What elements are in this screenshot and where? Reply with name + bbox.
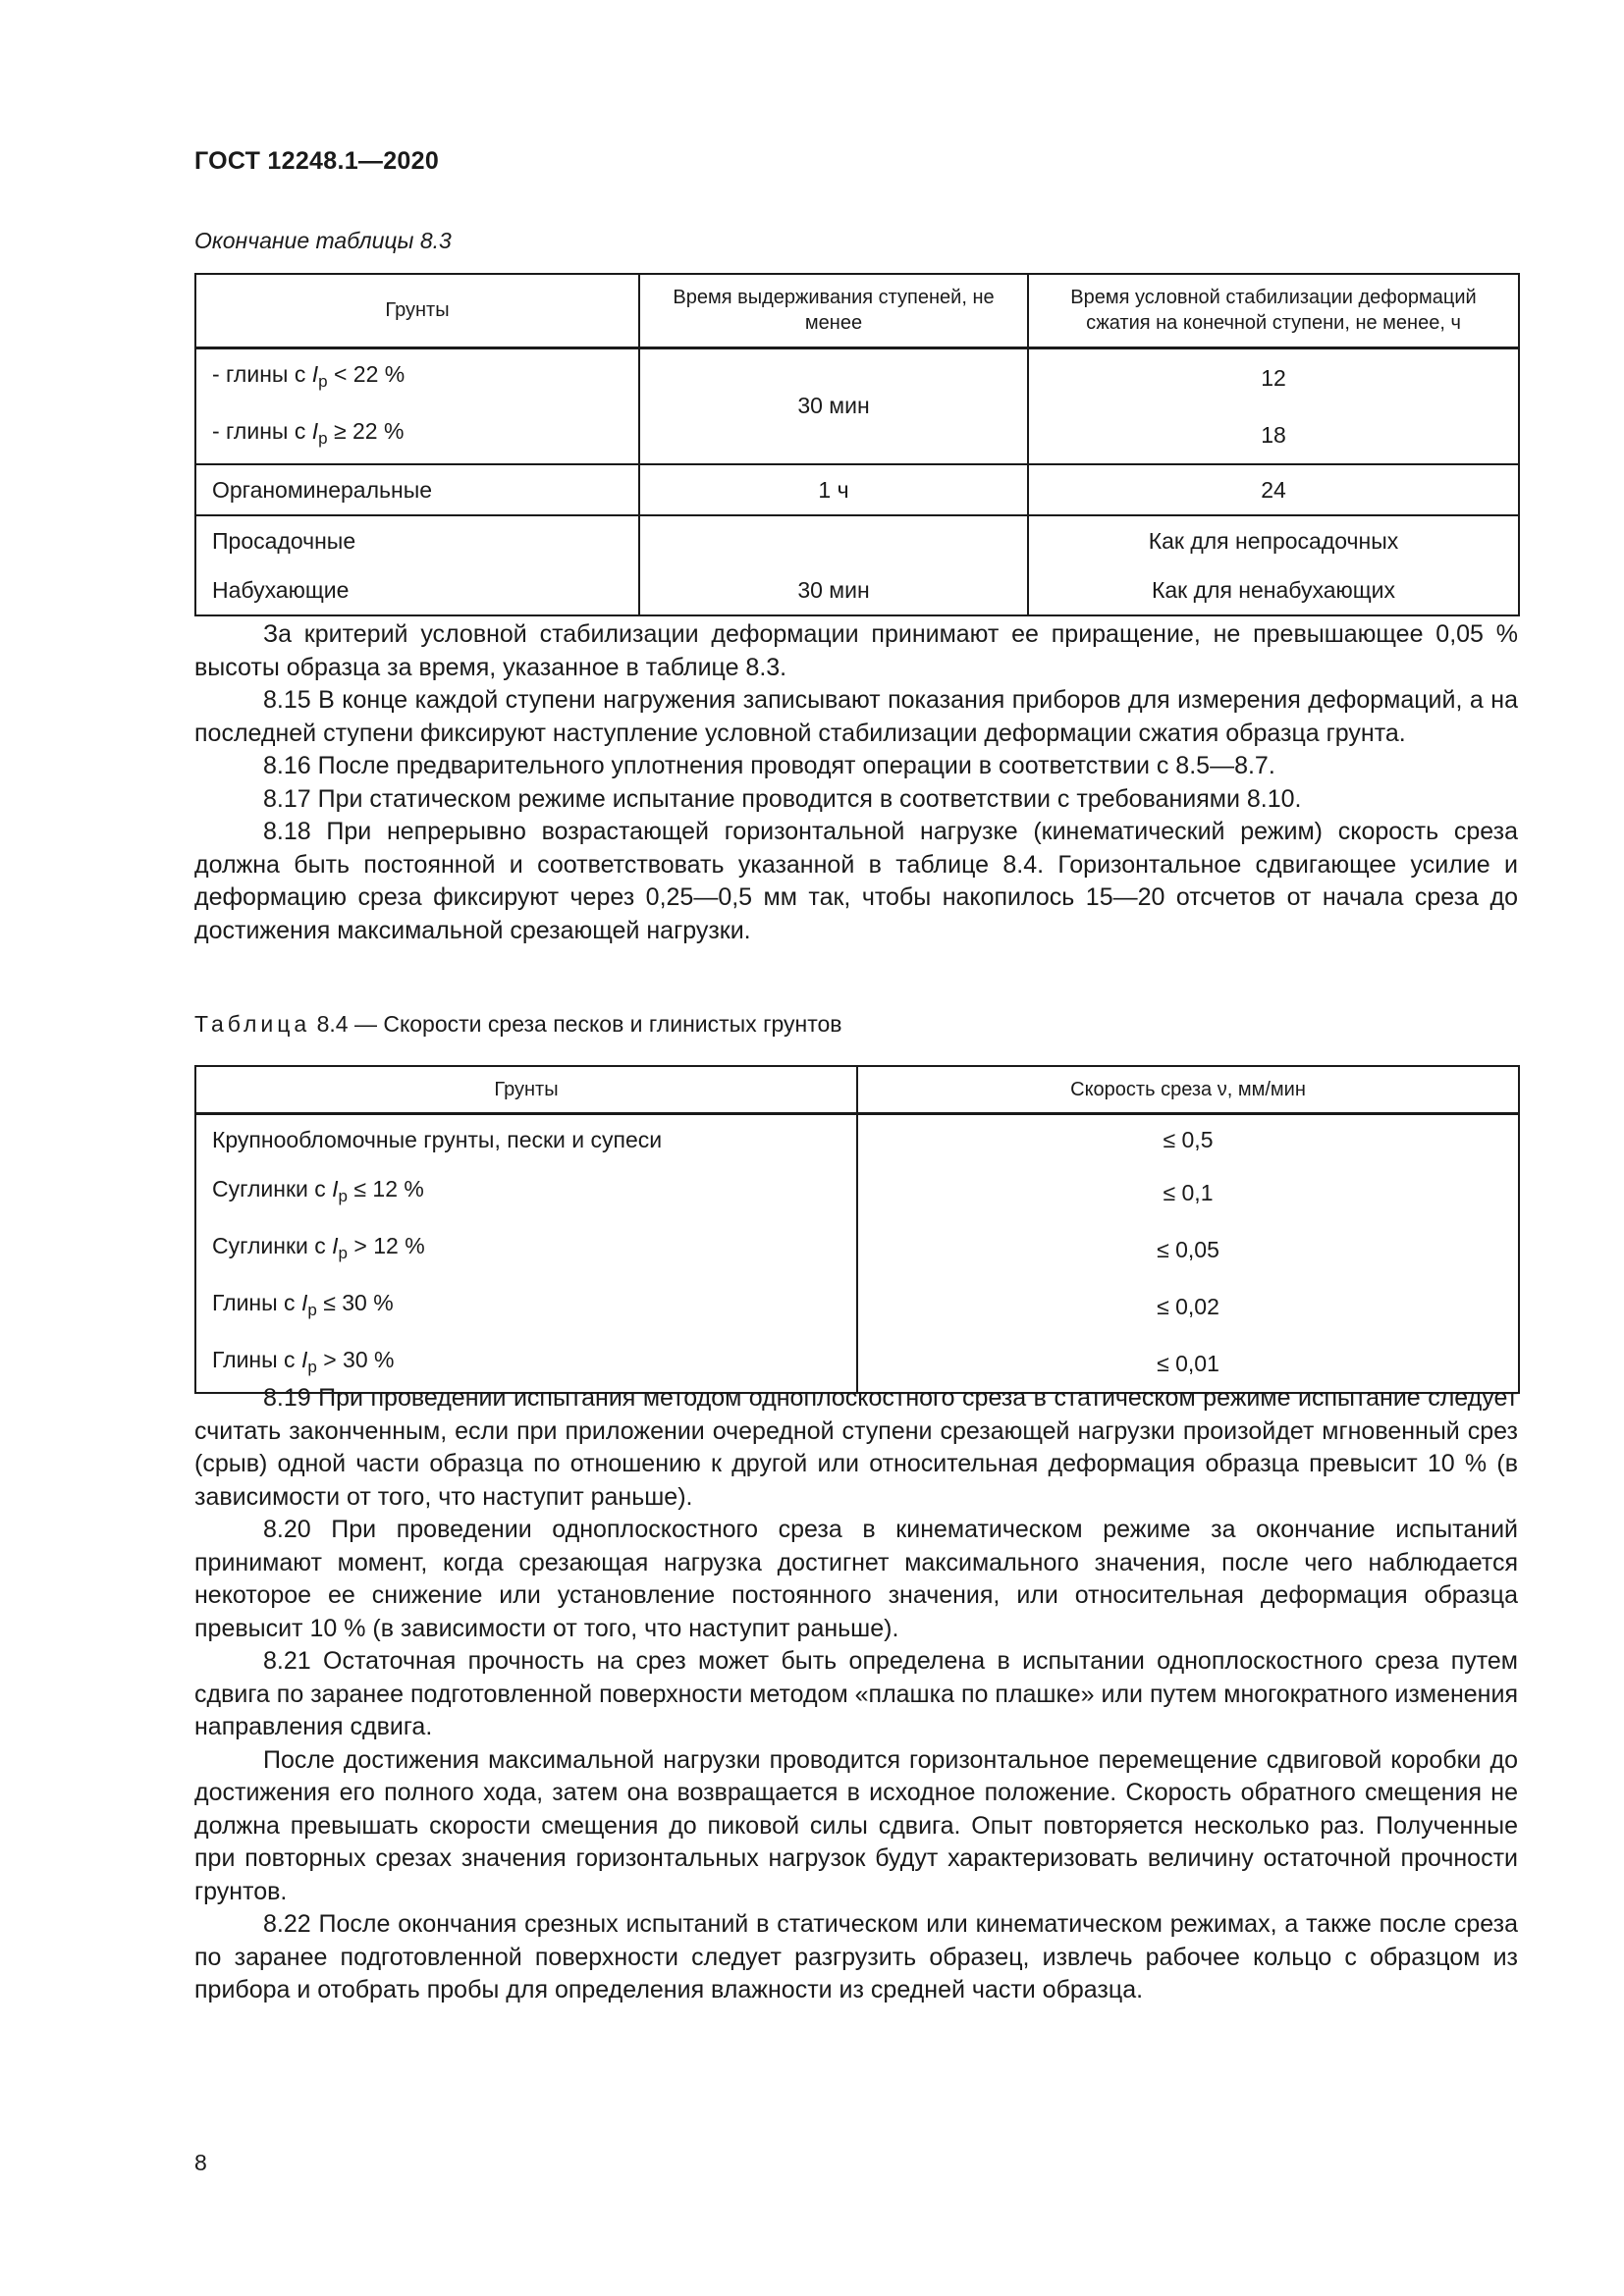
paragraph: За критерий условной стабилизации деформации принимают ее приращение, не превышающее 0,05 % высоты образца за время, указанное в таблице 8.3. bbox=[194, 620, 1518, 681]
table-header-cell: Грунты bbox=[195, 1066, 857, 1113]
soil-cell: Глины с $I_p > 30$ % bbox=[195, 1335, 857, 1393]
value-cell: Как для ненабухающих bbox=[1028, 565, 1519, 615]
table-row bbox=[195, 347, 1519, 406]
document-header: ГОСТ 12248.1—2020 bbox=[194, 147, 440, 175]
time-cell: 1 ч bbox=[639, 464, 1028, 515]
table-row bbox=[195, 1164, 1519, 1221]
paragraph: 8.22 После окончания срезных испытаний в статическом или кинематическом режимах, а также после среза по заранее подготовленной поверхности следует разгрузить образец, извлечь рабочее кольцо с образцом из прибора и отобрать пробы для определения влажности из средней части образца. bbox=[194, 1910, 1518, 2003]
soil-cell: Глины с $I_p \le 30$ % bbox=[195, 1278, 857, 1335]
paragraph: 8.15 В конце каждой ступени нагружения записывают показания приборов для измерения деформаций, а на последней ступени фиксируют наступление условной стабилизации деформации сжатия образца грунта. bbox=[194, 686, 1518, 747]
table-8-4-caption: Таблица 8.4 — Скорости среза песков и глинистых грунтов bbox=[194, 1011, 842, 1037]
table-header-cell: Скорость среза ν, мм/мин bbox=[857, 1066, 1519, 1113]
soil-cell: Суглинки с $I_p > 12$ % bbox=[195, 1221, 857, 1278]
speed-cell: ≤ 0,02 bbox=[857, 1278, 1519, 1335]
body-text-block-2 bbox=[194, 1382, 1518, 2007]
paragraph: 8.21 Остаточная прочность на срез может быть определена в испытании одноплоскостного среза путем сдвига по заранее подготовленной поверхности методом «плашка по плашке» или путем многократного изменения направления сдвига. bbox=[194, 1647, 1518, 1740]
table-8-3 bbox=[194, 273, 1520, 616]
paragraph: 8.18 При непрерывно возрастающей горизонтальной нагрузке (кинематический режим) скорость среза должна быть постоянной и соответствовать указанной в таблице 8.4. Горизонтальное сдвигающее усилие и деформацию среза фиксируют через 0,25—0,5 мм так, чтобы накопилось 15—20 отсчетов от начала среза до достижения максимальной срезающей нагрузки. bbox=[194, 818, 1518, 944]
time-cell: 30 мин bbox=[639, 347, 1028, 464]
value-cell: 18 bbox=[1028, 406, 1519, 464]
page-number: 8 bbox=[194, 2150, 207, 2175]
paragraph: 8.20 При проведении одноплоскостного среза в кинематическом режиме за окончание испытаний принимают момент, когда срезающая нагрузка достигнет максимального значения, после чего наблюдается некоторое ее снижение или установление постоянного значения, или относительная деформация образца превысит 10 % (в зависимости от того, что наступит раньше). bbox=[194, 1516, 1518, 1642]
value-cell: 24 bbox=[1028, 464, 1519, 515]
time-cell bbox=[639, 515, 1028, 565]
table-8-4 bbox=[194, 1065, 1520, 1394]
soil-cell: - глины с $I_p \ge 22$ % bbox=[195, 406, 639, 464]
speed-cell: ≤ 0,5 bbox=[857, 1113, 1519, 1164]
table-row bbox=[195, 515, 1519, 565]
table-header-cell: Грунты bbox=[195, 274, 639, 347]
soil-cell: - глины с $I_p < 22$ % bbox=[195, 347, 639, 406]
speed-cell: ≤ 0,1 bbox=[857, 1164, 1519, 1221]
table-row bbox=[195, 1113, 1519, 1164]
soil-cell: Набухающие bbox=[195, 565, 639, 615]
soil-cell: Органоминеральные bbox=[195, 464, 639, 515]
paragraph: 8.16 После предварительного уплотнения проводят операции в соответствии с 8.5—8.7. bbox=[263, 752, 1275, 779]
paragraph: После достижения максимальной нагрузки проводится горизонтальное перемещение сдвиговой коробки до достижения его полного хода, затем она возвращается в исходное положение. Скорость обратного смещения не должна превышать скорости смещения до пиковой силы сдвига. Опыт повторяется несколько раз. Полученные при повторных срезах значения горизонтальных нагрузок будут характеризовать величину остаточной прочности грунтов. bbox=[194, 1745, 1518, 1905]
soil-cell: Просадочные bbox=[195, 515, 639, 565]
table-row bbox=[195, 464, 1519, 515]
value-cell: Как для непросадочных bbox=[1028, 515, 1519, 565]
soil-cell: Крупнообломочные грунты, пески и супеси bbox=[195, 1113, 857, 1164]
table-row bbox=[195, 1221, 1519, 1278]
time-cell: 30 мин bbox=[639, 565, 1028, 615]
table-header-cell: Время условной стабилизации деформаций сжатия на конечной ступени, не менее, ч bbox=[1028, 274, 1519, 347]
paragraph: 8.17 При статическом режиме испытание проводится в соответствии с требованиями 8.10. bbox=[263, 784, 1302, 813]
table-header-cell: Время выдерживания ступеней, не менее bbox=[639, 274, 1028, 347]
table-8-3-caption: Окончание таблицы 8.3 bbox=[194, 228, 452, 253]
body-text-block-1 bbox=[194, 618, 1518, 947]
value-cell: 12 bbox=[1028, 347, 1519, 406]
speed-cell: ≤ 0,01 bbox=[857, 1335, 1519, 1393]
table-row bbox=[195, 565, 1519, 615]
speed-cell: ≤ 0,05 bbox=[857, 1221, 1519, 1278]
paragraph: 8.19 При проведении испытания методом одноплоскостного среза в статическом режиме испытание следует считать законченным, если при приложении очередной ступени срезающей нагрузки произойдет мгновенный срез (срыв) одной части образца по отношению к другой или относительная деформация образца превысит 10 % (в зависимости от того, что наступит раньше). bbox=[194, 1384, 1518, 1511]
table-row bbox=[195, 1278, 1519, 1335]
soil-cell: Суглинки с $I_p \le 12$ % bbox=[195, 1164, 857, 1221]
